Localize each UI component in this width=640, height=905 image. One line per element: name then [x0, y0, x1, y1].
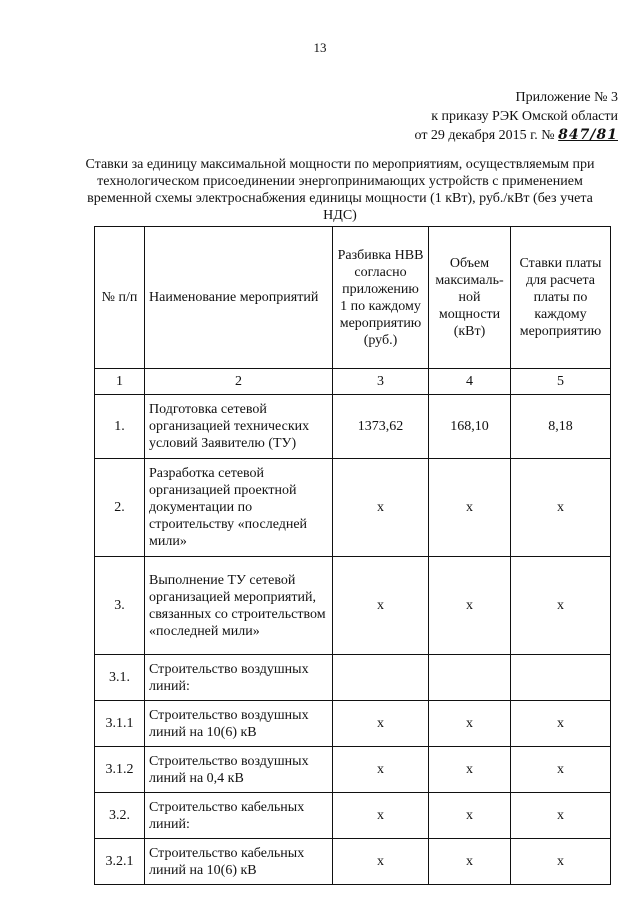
- header-rate: Ставки платы для расчета платы по каждому мероприятию: [511, 227, 611, 369]
- row-number: 3.2.1: [95, 839, 145, 885]
- row-rate-value: x: [511, 557, 611, 655]
- row-rate-value: x: [511, 747, 611, 793]
- row-number: 1.: [95, 395, 145, 459]
- row-nvv-value: x: [333, 747, 429, 793]
- row-name: Строительство кабельных линий на 10(6) кВ: [145, 839, 333, 885]
- appendix-order-date: [298, 126, 618, 145]
- row-name: Подготовка сетевой организацией технических условий Заявителю (ТУ): [145, 395, 333, 459]
- row-rate-value: x: [511, 701, 611, 747]
- row-number: 3.1.1: [95, 701, 145, 747]
- appendix-label: Приложение № 3: [515, 90, 618, 105]
- row-nvv-value: x: [333, 557, 429, 655]
- row-power-value: x: [429, 793, 511, 839]
- row-power-value: x: [429, 557, 511, 655]
- row-number: 3.2.: [95, 793, 145, 839]
- row-name: Строительство воздушных линий на 0,4 кВ: [145, 747, 333, 793]
- row-name: Строительство кабельных линий:: [145, 793, 333, 839]
- row-rate-value: 8,18: [511, 395, 611, 459]
- row-number: 3.: [95, 557, 145, 655]
- row-rate-value: [511, 655, 611, 701]
- row-name: Строительство воздушных линий:: [145, 655, 333, 701]
- page-number: 13: [313, 40, 327, 55]
- table-row: [95, 395, 611, 459]
- column-number: 3: [333, 369, 429, 395]
- column-number: 5: [511, 369, 611, 395]
- row-power-value: x: [429, 747, 511, 793]
- row-power-value: x: [429, 459, 511, 557]
- table-row: [95, 747, 611, 793]
- row-number: 3.1.2: [95, 747, 145, 793]
- tariff-table: [94, 226, 611, 885]
- row-nvv-value: x: [333, 459, 429, 557]
- order-date-text: от 29 декабря 2015 г. №: [414, 128, 559, 143]
- row-name: Выполнение ТУ сетевой организацией мероприятий, связанных со строительством «последней мили»: [145, 557, 333, 655]
- table-row: [95, 839, 611, 885]
- row-nvv-value: x: [333, 839, 429, 885]
- column-number: 2: [145, 369, 333, 395]
- table-row: [95, 701, 611, 747]
- row-nvv-value: x: [333, 701, 429, 747]
- row-power-value: [429, 655, 511, 701]
- row-name: Разработка сетевой организацией проектной документации по строительству «последней мили»: [145, 459, 333, 557]
- row-nvv-value: x: [333, 793, 429, 839]
- appendix-order-ref: к приказу РЭК Омской области: [431, 109, 618, 124]
- header-num: № п/п: [95, 227, 145, 369]
- row-nvv-value: 1373,62: [333, 395, 429, 459]
- document-title: Ставки за единицу максимальной мощности по мероприятиям, осуществляемым при технологическом присоединении энергопринимающих устройств с применением временной схемы электроснабжения единицы мощности (1 кВт), руб./кВт (без учета НДС): [85, 157, 595, 223]
- table-row: [95, 655, 611, 701]
- header-power: Объем максималь-ной мощности (кВт): [429, 227, 511, 369]
- row-power-value: 168,10: [429, 395, 511, 459]
- row-power-value: x: [429, 701, 511, 747]
- table-row: [95, 793, 611, 839]
- column-number-row: [95, 369, 611, 395]
- row-name: Строительство воздушных линий на 10(6) кВ: [145, 701, 333, 747]
- appendix-block: [298, 88, 618, 145]
- row-number: 2.: [95, 459, 145, 557]
- row-number: 3.1.: [95, 655, 145, 701]
- row-power-value: x: [429, 839, 511, 885]
- row-rate-value: x: [511, 839, 611, 885]
- header-name: Наименование мероприятий: [145, 227, 333, 369]
- header-nvv: Разбивка НВВ согласно приложению 1 по каждому мероприятию (руб.): [333, 227, 429, 369]
- row-nvv-value: [333, 655, 429, 701]
- column-number: 1: [95, 369, 145, 395]
- order-number-handwritten: 847/81: [558, 127, 618, 143]
- column-number: 4: [429, 369, 511, 395]
- row-rate-value: x: [511, 793, 611, 839]
- header-row: [95, 227, 611, 369]
- table-row: [95, 459, 611, 557]
- row-rate-value: x: [511, 459, 611, 557]
- table-row: [95, 557, 611, 655]
